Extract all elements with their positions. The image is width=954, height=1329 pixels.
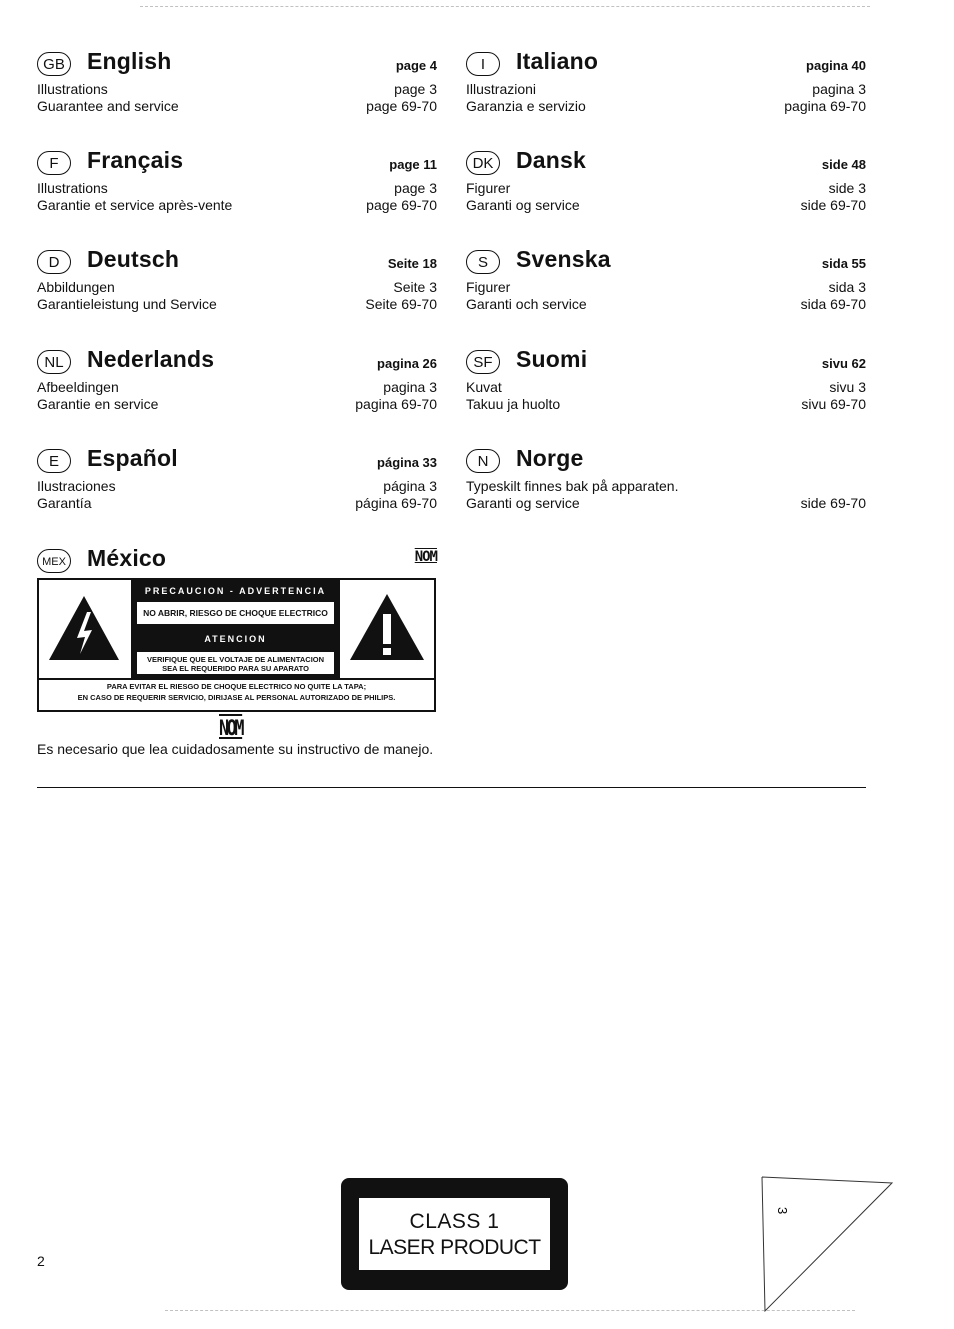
- laser-label-inner: [359, 1198, 550, 1270]
- warning-header: PRECAUCION - ADVERTENCIA: [144, 586, 327, 596]
- language-entry: [37, 246, 437, 326]
- lang-code-badge: DK: [466, 151, 500, 175]
- lang-row-label: Garantieleistung und Service: [37, 296, 217, 312]
- attention-text: [137, 652, 334, 674]
- lang-name: Italiano: [516, 48, 599, 74]
- lang-name: English: [87, 48, 172, 74]
- lang-name: Español: [87, 445, 178, 471]
- lang-row-page: página 3: [383, 478, 437, 494]
- lang-row-label: Afbeeldingen: [37, 379, 119, 395]
- lang-name: Nederlands: [87, 346, 215, 372]
- warning-footer-line-1: PARA EVITAR EL RIESGO DE CHOQUE ELECTRICO NO QUITE LA TAPA;: [106, 682, 367, 691]
- language-entry: [466, 346, 866, 426]
- lang-row-label: Garanti og service: [466, 495, 580, 511]
- safety-warning-label: [37, 578, 436, 712]
- lang-row-label: Garanti og service: [466, 197, 580, 213]
- laser-class-label: [341, 1178, 568, 1290]
- language-entry: [37, 147, 437, 227]
- lang-row-page: sivu 69-70: [801, 396, 866, 412]
- warning-footer: [39, 681, 434, 703]
- lang-row-page: sida 69-70: [800, 296, 866, 312]
- lang-code-badge: MEX: [37, 549, 71, 573]
- lang-row-label: Guarantee and service: [37, 98, 179, 114]
- page-corner-fold: [760, 1175, 895, 1315]
- attention-header: ATENCION: [204, 634, 267, 644]
- lang-row-page: pagina 69-70: [355, 396, 437, 412]
- lang-row-label: Abbildungen: [37, 279, 115, 295]
- laser-class-text: CLASS 1: [409, 1210, 500, 1233]
- attention-line-1: VERIFIQUE QUE EL VOLTAJE DE ALIMENTACION: [146, 655, 325, 664]
- lang-name: Dansk: [516, 147, 587, 173]
- scan-artifact-bottom: [165, 1310, 855, 1313]
- warning-text: NO ABRIR, RIESGO DE CHOQUE ELECTRICO: [137, 602, 334, 624]
- lang-code-badge: I: [466, 52, 500, 76]
- lang-row-page: side 3: [828, 180, 866, 196]
- lang-row-label: Garantie en service: [37, 396, 159, 412]
- lang-code-badge: D: [37, 250, 71, 274]
- language-entry: [37, 346, 437, 426]
- lang-row-page: Seite 3: [393, 279, 437, 295]
- lang-code-badge: SF: [466, 350, 500, 374]
- lang-code-badge: GB: [37, 52, 71, 76]
- lang-main-page: side 48: [821, 157, 866, 172]
- language-entry: [466, 147, 866, 227]
- attention-line-2: SEA EL REQUERIDO PARA SU APARATO: [162, 664, 309, 673]
- lang-row-page: pagina 3: [383, 379, 437, 395]
- lang-name: Français: [87, 147, 184, 173]
- lang-row-label: Kuvat: [466, 379, 502, 395]
- lang-main-page: Seite 18: [387, 256, 437, 271]
- lang-name: Norge: [516, 445, 584, 471]
- lightning-triangle-icon: [39, 580, 129, 674]
- lang-code-badge: S: [466, 250, 500, 274]
- lang-name: Deutsch: [87, 246, 180, 272]
- lang-row-label: Garanti och service: [466, 296, 587, 312]
- warning-footer-line-2: EN CASO DE REQUERIR SERVICIO, DIRIJASE AL PERSONAL AUTORIZADO DE PHILIPS.: [77, 693, 396, 702]
- lang-row-label: Illustrazioni: [466, 81, 537, 97]
- scan-artifact-top: [140, 6, 870, 11]
- nom-logo-small: NOM: [414, 549, 437, 565]
- lang-main-page: sivu 62: [821, 356, 866, 371]
- lang-code-badge: E: [37, 449, 71, 473]
- lang-row-label: Ilustraciones: [37, 478, 116, 494]
- lang-row-label: Illustrations: [37, 81, 108, 97]
- lang-row-page: sivu 3: [829, 379, 866, 395]
- lang-row-page: side 69-70: [800, 197, 866, 213]
- language-entry: [466, 445, 866, 525]
- mexico-section-header: [37, 545, 437, 575]
- lightning-warning-box: [39, 580, 133, 678]
- lang-code-badge: NL: [37, 350, 71, 374]
- warning-top-row: [39, 580, 434, 680]
- lang-row-page: sida 3: [828, 279, 866, 295]
- lang-row-label: Garanzia e servizio: [466, 98, 586, 114]
- lang-row-label: Garantie et service après-vente: [37, 197, 233, 213]
- mexico-note: Es necesario que lea cuidadosamente su instructivo de manejo.: [37, 741, 434, 757]
- lang-code-badge: F: [37, 151, 71, 175]
- lang-main-page: pagina 26: [377, 356, 437, 371]
- lang-name: Svenska: [516, 246, 611, 272]
- lang-main-page: página 33: [377, 455, 437, 470]
- exclamation-warning-box: [338, 580, 434, 678]
- lang-row-label: Typeskilt finnes bak på apparaten.: [466, 478, 679, 494]
- lang-row-label: Figurer: [466, 279, 511, 295]
- divider-line: [37, 787, 866, 788]
- lang-row-label: Figurer: [466, 180, 511, 196]
- lang-name: Suomi: [516, 346, 588, 372]
- lang-main-page: pagina 40: [806, 58, 866, 73]
- lang-row-page: pagina 69-70: [784, 98, 866, 114]
- warning-text-panel: [133, 580, 338, 678]
- lang-code-badge: N: [466, 449, 500, 473]
- lang-row-page: side 69-70: [800, 495, 866, 511]
- nom-logo: NOM: [219, 716, 243, 740]
- lang-row-page: página 69-70: [355, 495, 437, 511]
- exclamation-triangle-icon: [340, 580, 432, 674]
- language-entry: [466, 48, 866, 128]
- lang-row-page: page 3: [394, 81, 437, 97]
- language-entry: [466, 246, 866, 326]
- lang-main-page: page 11: [389, 157, 437, 172]
- language-entry: [37, 445, 437, 525]
- lang-row-label: Illustrations: [37, 180, 108, 196]
- laser-product-text: LASER PRODUCT: [368, 1236, 541, 1259]
- lang-main-page: page 4: [395, 58, 437, 73]
- lang-row-page: page 69-70: [366, 98, 437, 114]
- lang-name: México: [87, 545, 167, 571]
- lang-row-page: pagina 3: [812, 81, 866, 97]
- lang-row-page: Seite 69-70: [365, 296, 437, 312]
- page-number: 2: [37, 1253, 45, 1269]
- lang-row-label: Garantía: [37, 495, 92, 511]
- lang-row-label: Takuu ja huolto: [466, 396, 561, 412]
- lang-row-page: page 69-70: [366, 197, 437, 213]
- lang-main-page: sida 55: [821, 256, 866, 271]
- lang-row-page: page 3: [394, 180, 437, 196]
- corner-mark: 3: [775, 1207, 790, 1215]
- language-entry: [37, 48, 437, 128]
